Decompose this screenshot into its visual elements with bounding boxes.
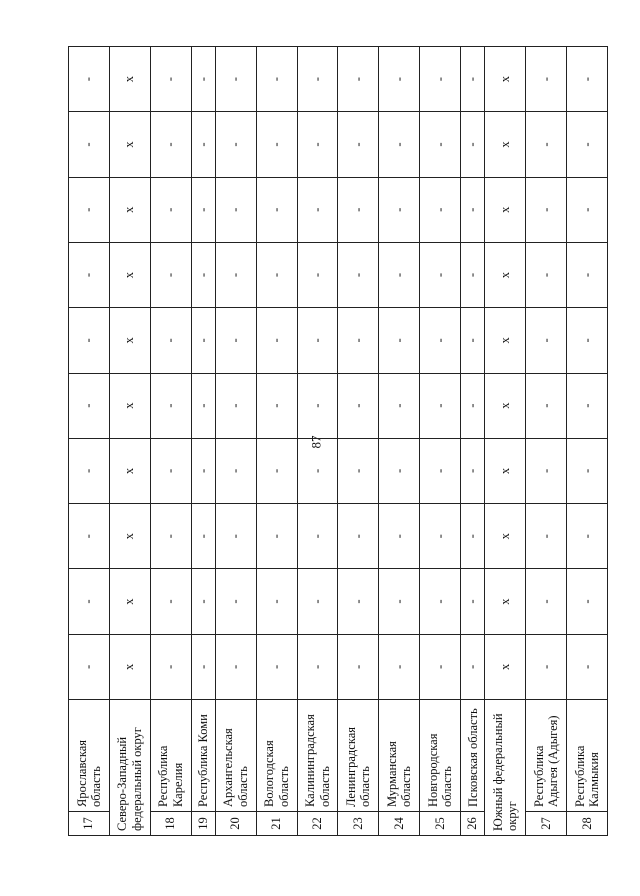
value-cell: -	[256, 504, 297, 569]
value-cell: -	[297, 112, 338, 177]
value-cell: x	[109, 634, 150, 699]
value-cell: x	[109, 47, 150, 112]
value-cell: -	[379, 634, 420, 699]
row-number: 23	[338, 812, 379, 836]
value-cell: -	[379, 47, 420, 112]
value-cell: x	[485, 634, 526, 699]
value-cell: -	[420, 112, 461, 177]
value-cell: -	[215, 569, 256, 634]
value-cell: -	[526, 112, 567, 177]
value-cell: -	[379, 177, 420, 242]
value-cell: -	[526, 177, 567, 242]
value-cell: -	[191, 177, 215, 242]
value-cell: x	[109, 112, 150, 177]
value-cell: -	[526, 634, 567, 699]
value-cell: -	[69, 47, 110, 112]
value-cell: -	[338, 112, 379, 177]
region-name: Архангельская область	[215, 700, 256, 812]
value-cell: x	[485, 242, 526, 307]
region-name: Псковская область	[461, 700, 485, 812]
table-row	[461, 47, 485, 836]
value-cell: -	[567, 504, 608, 569]
value-cell: -	[150, 373, 191, 438]
value-cell: -	[420, 242, 461, 307]
region-table	[68, 46, 608, 836]
value-cell: -	[567, 569, 608, 634]
value-cell: -	[567, 177, 608, 242]
value-cell: -	[338, 177, 379, 242]
row-number: 25	[420, 812, 461, 836]
value-cell: -	[526, 569, 567, 634]
value-cell: -	[256, 112, 297, 177]
value-cell: -	[256, 373, 297, 438]
value-cell: -	[526, 504, 567, 569]
value-cell: -	[191, 569, 215, 634]
value-cell: -	[150, 112, 191, 177]
value-cell: -	[150, 177, 191, 242]
district-name: Северо-Западный федеральный округ	[109, 700, 150, 836]
value-cell: -	[297, 47, 338, 112]
value-cell: -	[379, 373, 420, 438]
value-cell: -	[150, 438, 191, 503]
row-number: 17	[69, 812, 110, 836]
value-cell: -	[338, 308, 379, 373]
value-cell: -	[215, 112, 256, 177]
value-cell: x	[109, 373, 150, 438]
value-cell: -	[338, 373, 379, 438]
value-cell: -	[338, 242, 379, 307]
value-cell: -	[420, 504, 461, 569]
value-cell: x	[485, 47, 526, 112]
value-cell: -	[256, 47, 297, 112]
value-cell: -	[420, 569, 461, 634]
table-row	[567, 47, 608, 836]
value-cell: -	[215, 634, 256, 699]
value-cell: -	[420, 47, 461, 112]
value-cell: -	[379, 569, 420, 634]
region-name: Ярославская область	[69, 700, 110, 812]
row-number: 24	[379, 812, 420, 836]
row-number: 22	[297, 812, 338, 836]
value-cell: -	[191, 504, 215, 569]
row-number: 18	[150, 812, 191, 836]
value-cell: -	[69, 634, 110, 699]
value-cell: -	[420, 438, 461, 503]
region-name: Вологодская область	[256, 700, 297, 812]
value-cell: -	[461, 177, 485, 242]
region-name: Калининградская область	[297, 700, 338, 812]
value-cell: -	[461, 569, 485, 634]
value-cell: -	[215, 47, 256, 112]
region-name: Ленинградская область	[338, 700, 379, 812]
value-cell: x	[485, 504, 526, 569]
value-cell: -	[379, 112, 420, 177]
value-cell: -	[297, 634, 338, 699]
value-cell: -	[567, 373, 608, 438]
row-number: 20	[215, 812, 256, 836]
value-cell: -	[69, 504, 110, 569]
region-table-body	[69, 47, 608, 836]
region-name: Республика Коми	[191, 700, 215, 812]
value-cell: -	[461, 438, 485, 503]
value-cell: -	[461, 242, 485, 307]
value-cell: -	[215, 242, 256, 307]
value-cell: -	[191, 308, 215, 373]
value-cell: -	[256, 242, 297, 307]
value-cell: x	[109, 308, 150, 373]
value-cell: -	[567, 242, 608, 307]
value-cell: -	[338, 47, 379, 112]
value-cell: -	[191, 112, 215, 177]
value-cell: -	[420, 177, 461, 242]
table-row	[526, 47, 567, 836]
value-cell: -	[461, 373, 485, 438]
value-cell: -	[69, 373, 110, 438]
value-cell: -	[256, 177, 297, 242]
value-cell: -	[461, 634, 485, 699]
value-cell: -	[338, 569, 379, 634]
table-row	[150, 47, 191, 836]
value-cell: -	[526, 242, 567, 307]
row-number: 27	[526, 812, 567, 836]
value-cell: -	[297, 242, 338, 307]
value-cell: -	[191, 47, 215, 112]
value-cell: -	[215, 373, 256, 438]
value-cell: -	[567, 47, 608, 112]
value-cell: x	[485, 569, 526, 634]
value-cell: -	[191, 373, 215, 438]
value-cell: x	[109, 569, 150, 634]
value-cell: -	[461, 112, 485, 177]
row-number: 19	[191, 812, 215, 836]
value-cell: x	[109, 177, 150, 242]
value-cell: -	[338, 634, 379, 699]
value-cell: -	[191, 242, 215, 307]
value-cell: -	[69, 112, 110, 177]
value-cell: -	[150, 242, 191, 307]
value-cell: -	[256, 634, 297, 699]
region-name: Мурманская область	[379, 700, 420, 812]
value-cell: -	[256, 308, 297, 373]
value-cell: -	[379, 504, 420, 569]
value-cell: -	[256, 438, 297, 503]
region-name: Республика Адыгея (Адыгея)	[526, 700, 567, 812]
rotated-table-wrapper	[68, 46, 608, 836]
value-cell: -	[150, 504, 191, 569]
value-cell: -	[297, 569, 338, 634]
table-row	[379, 47, 420, 836]
value-cell: -	[150, 47, 191, 112]
value-cell: x	[109, 242, 150, 307]
table-row	[69, 47, 110, 836]
value-cell: x	[485, 308, 526, 373]
value-cell: -	[69, 569, 110, 634]
value-cell: -	[215, 308, 256, 373]
row-number: 21	[256, 812, 297, 836]
value-cell: -	[567, 634, 608, 699]
value-cell: -	[526, 373, 567, 438]
value-cell: -	[526, 47, 567, 112]
value-cell: -	[379, 308, 420, 373]
value-cell: -	[420, 308, 461, 373]
value-cell: -	[297, 373, 338, 438]
district-name: Южный федеральный округ	[485, 700, 526, 836]
value-cell: -	[567, 112, 608, 177]
value-cell: -	[461, 504, 485, 569]
table-row	[191, 47, 215, 836]
table-row	[420, 47, 461, 836]
value-cell: -	[150, 569, 191, 634]
value-cell: -	[461, 308, 485, 373]
value-cell: -	[461, 47, 485, 112]
value-cell: -	[215, 504, 256, 569]
value-cell: -	[297, 308, 338, 373]
value-cell: x	[485, 177, 526, 242]
value-cell: -	[567, 438, 608, 503]
region-name: Новгородская область	[420, 700, 461, 812]
value-cell: -	[69, 242, 110, 307]
value-cell: -	[567, 308, 608, 373]
value-cell: x	[485, 112, 526, 177]
value-cell: -	[526, 308, 567, 373]
value-cell: -	[379, 438, 420, 503]
row-number: 28	[567, 812, 608, 836]
value-cell: -	[379, 242, 420, 307]
value-cell: -	[420, 373, 461, 438]
value-cell: -	[338, 438, 379, 503]
value-cell: x	[485, 438, 526, 503]
value-cell: -	[69, 308, 110, 373]
value-cell: x	[109, 504, 150, 569]
region-name: Республика Карелия	[150, 700, 191, 812]
value-cell: -	[526, 438, 567, 503]
value-cell: -	[215, 438, 256, 503]
page-number: 87	[308, 435, 324, 449]
value-cell: -	[215, 177, 256, 242]
table-row	[109, 47, 150, 836]
table-row	[338, 47, 379, 836]
region-name: Республика Калмыкия	[567, 700, 608, 812]
value-cell: -	[150, 308, 191, 373]
value-cell: -	[297, 177, 338, 242]
value-cell: x	[109, 438, 150, 503]
value-cell: -	[297, 438, 338, 503]
value-cell: -	[69, 438, 110, 503]
row-number: 26	[461, 812, 485, 836]
value-cell: -	[297, 504, 338, 569]
value-cell: -	[191, 438, 215, 503]
value-cell: -	[150, 634, 191, 699]
table-row	[297, 47, 338, 836]
value-cell: -	[420, 634, 461, 699]
value-cell: -	[338, 504, 379, 569]
table-row	[256, 47, 297, 836]
value-cell: x	[485, 373, 526, 438]
value-cell: -	[191, 634, 215, 699]
table-row	[215, 47, 256, 836]
table-row	[485, 47, 526, 836]
value-cell: -	[256, 569, 297, 634]
value-cell: -	[69, 177, 110, 242]
